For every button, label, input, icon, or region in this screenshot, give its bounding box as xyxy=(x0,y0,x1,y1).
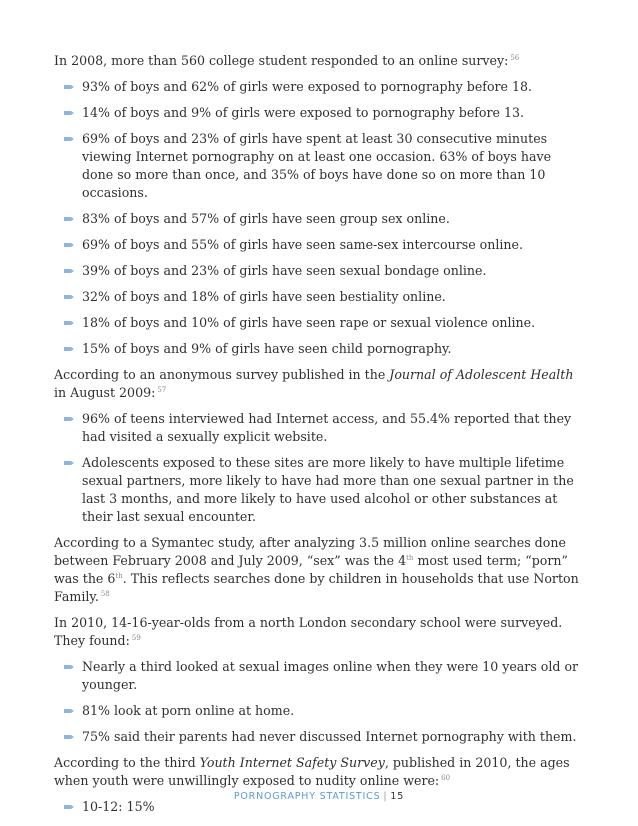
list-item-text: 83% of boys and 57% of girls have seen group sex online. xyxy=(82,211,450,226)
pencil-bullet-icon xyxy=(64,136,74,142)
pencil-bullet-icon xyxy=(64,320,74,326)
list-item-text: 81% look at porn online at home. xyxy=(82,703,295,718)
pencil-bullet-icon xyxy=(64,708,74,714)
list-item xyxy=(54,262,582,280)
list-item xyxy=(54,410,582,446)
footnote-ref[interactable]: 60 xyxy=(441,773,451,782)
journal-title: Journal of Adolescent Health xyxy=(389,367,574,382)
list-item-text: 32% of boys and 18% of girls have seen bestiality online. xyxy=(82,289,446,304)
pencil-bullet-icon xyxy=(64,294,74,300)
list-item-text: 10-12: 15% xyxy=(82,799,155,814)
symantec-paragraph: According to a Symantec study, after analyzing 3.5 million online searches done between February 2008 and July 2009, “sex” was the 4th most used term; “porn” was the 6th. This reflects searches done by children in households that use Norton Family. $^{58}$ xyxy=(54,535,579,604)
list-item-text: Nearly a third looked at sexual images online when they were 10 years old or younger. xyxy=(82,659,579,692)
page-number: 15 xyxy=(390,791,405,802)
pencil-bullet-icon xyxy=(64,664,74,670)
list-item xyxy=(54,104,582,122)
list-item xyxy=(54,210,582,228)
intro-2009-paragraph: According to an anonymous survey published in the Journal of Adolescent Health in August 2009: $^{57}$ xyxy=(54,367,574,400)
footnote-ref[interactable]: 57 xyxy=(157,385,167,394)
list-2009 xyxy=(54,410,582,526)
list-item xyxy=(54,702,582,720)
list-item-text: 69% of boys and 23% of girls have spent at least 30 consecutive minutes viewing Internet pornography on at least one occasion. 63% of boys have done so more than once, and 35% of boys have done so on more than 10 occasions. xyxy=(82,131,552,200)
footnote-ref[interactable]: 59 xyxy=(131,633,141,642)
list-2010 xyxy=(54,658,582,746)
survey-title: Youth Internet Safety Survey xyxy=(199,755,385,770)
list-item-text: 39% of boys and 23% of girls have seen sexual bondage online. xyxy=(82,263,487,278)
footnote-ref[interactable]: 56 xyxy=(510,53,520,62)
footer-separator: | xyxy=(383,791,388,802)
list-item xyxy=(54,340,582,358)
list-item xyxy=(54,728,582,746)
pencil-bullet-icon xyxy=(64,460,74,466)
list-item xyxy=(54,236,582,254)
pencil-bullet-icon xyxy=(64,84,74,90)
list-item-text: 15% of boys and 9% of girls have seen child pornography. xyxy=(82,341,452,356)
list-item-text: 69% of boys and 55% of girls have seen same-sex intercourse online. xyxy=(82,237,523,252)
list-item xyxy=(54,130,582,202)
pencil-bullet-icon xyxy=(64,346,74,352)
list-item-text: Adolescents exposed to these sites are more likely to have multiple lifetime sexual partners, more likely to have had more than one sexual partner in the last 3 months, and more likely to have used alcohol or other substances at their last sexual encounter. xyxy=(82,455,574,524)
list-item-text: 18% of boys and 10% of girls have seen rape or sexual violence online. xyxy=(82,315,536,330)
pencil-bullet-icon xyxy=(64,242,74,248)
page-footer xyxy=(0,791,638,802)
list-2008 xyxy=(54,78,582,358)
pencil-bullet-icon xyxy=(64,268,74,274)
list-item-text: 93% of boys and 62% of girls were exposed to pornography before 18. xyxy=(82,79,533,94)
list-item-text: 14% of boys and 9% of girls were exposed to pornography before 13. xyxy=(82,105,525,120)
intro-youth-paragraph: According to the third Youth Internet Safety Survey, published in 2010, the ages when youth were unwillingly exposed to nudity online were: $^{60}$ xyxy=(54,755,570,788)
pencil-bullet-icon xyxy=(64,734,74,740)
list-item xyxy=(54,78,582,96)
list-item xyxy=(54,288,582,306)
pencil-bullet-icon xyxy=(64,416,74,422)
pencil-bullet-icon xyxy=(64,804,74,810)
list-item-text: 75% said their parents had never discussed Internet pornography with them. xyxy=(82,729,577,744)
list-item-text: 96% of teens interviewed had Internet access, and 55.4% reported that they had visited a sexually explicit website. xyxy=(82,411,572,444)
list-item xyxy=(54,658,582,694)
footer-title: PORNOGRAPHY STATISTICS xyxy=(233,791,381,802)
list-item xyxy=(54,314,582,332)
footnote-ref[interactable]: 58 xyxy=(100,589,110,598)
pencil-bullet-icon xyxy=(64,110,74,116)
list-item xyxy=(54,454,582,526)
intro-2010-paragraph: In 2010, 14-16-year-olds from a north London secondary school were surveyed. They found: $^{59}$ xyxy=(54,615,563,648)
pencil-bullet-icon xyxy=(64,216,74,222)
intro-2008-paragraph: In 2008, more than 560 college student responded to an online survey: $^{56}$ xyxy=(54,53,520,68)
